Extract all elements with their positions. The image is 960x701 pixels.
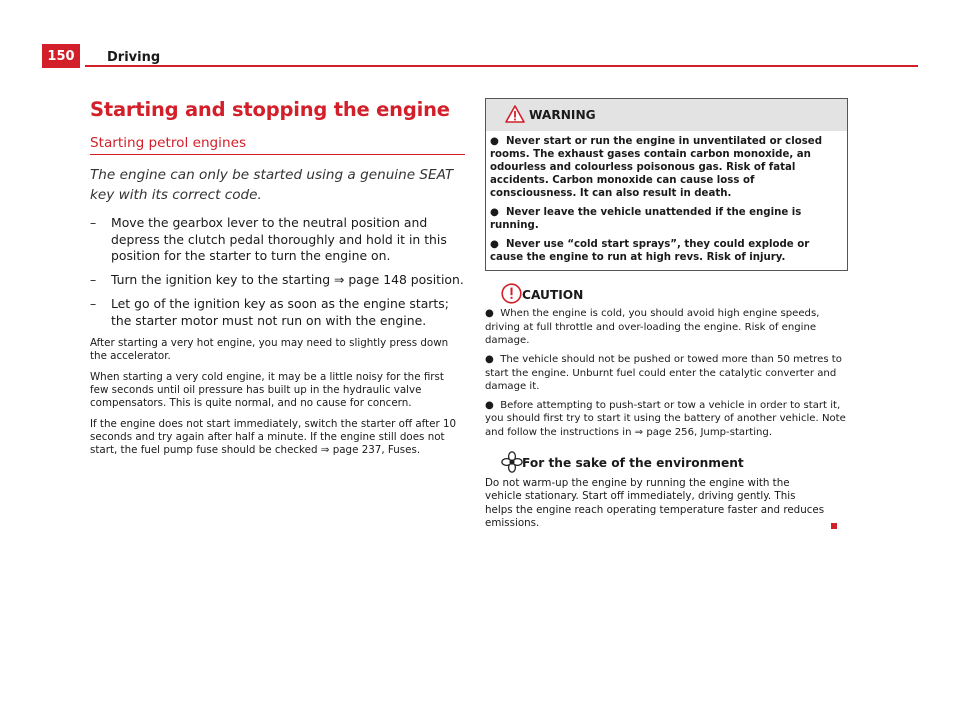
warning-header [486,99,847,131]
caution-text: The vehicle should not be pushed or towed more than 50 metres to start the engine. Unburnt fuel could enter the catalytic converter and damage it. [485,354,842,392]
warning-body [486,131,847,270]
caution-exclamation-icon [501,283,522,304]
left-column [90,98,465,464]
right-column [485,98,848,537]
warning-item [490,206,841,232]
body-paragraph: When starting a very cold engine, it may be a little noisy for the first few seconds until oil pressure has built up in the hydraulic valve compensators. This is quite normal, and no cause for concern. [90,370,444,410]
dash-marker: – [90,215,97,230]
step-item [90,272,465,289]
warning-box [485,98,848,271]
caution-text: When the engine is cold, you should avoid high engine speeds, driving at full throttle and over-loading the engine. Risk of engine damage. [485,308,820,346]
warning-triangle-icon [505,105,525,123]
caution-item [485,353,848,393]
body-paragraph: After starting a very hot engine, you may need to slightly press down the accelerator. [90,337,449,363]
body-paragraph: If the engine does not start immediately, switch the starter off after 10 seconds and try again after half a minute. If the engine still does not start, the fuel pump fuse should be checked ⇒ page 237, Fuses. [90,417,457,457]
bullet-marker: ● [490,239,499,251]
dash-marker: – [90,296,97,312]
warning-text: Never start or run the engine in unventilated or closed rooms. The exhaust gases contain carbon monoxide, an odourless and colourless poisonous gas. Risk of fatal accidents. Carbon monoxide can cause loss of consciousness. It can also result in death. [490,136,822,199]
caution-header [485,283,848,307]
page-title: Starting and stopping the engine [90,98,450,121]
step-item [90,215,465,265]
caution-text: Before attempting to push-start or tow a vehicle in order to start it, you should first try to start it using the battery of another vehicle. Note and follow the instructions in ⇒ page 256, Jump-starting. [485,400,846,438]
bullet-marker: ● [490,136,499,147]
bullet-marker: ● [485,400,494,412]
environment-label: For the sake of the environment [522,456,744,471]
section-title: Driving [107,50,161,65]
step-item [90,296,465,329]
dash-marker: – [90,272,97,288]
warning-item [490,238,841,264]
step-text: Turn the ignition key to the starting ⇒ page 148 position. [111,272,464,288]
page-number: 150 [42,44,80,68]
intro-text: The engine can only be started using a genuine SEAT key with its correct code. [90,167,454,203]
caution-item [485,307,848,347]
subsection-rule [90,154,465,155]
flower-environment-icon [501,451,523,473]
step-text: Move the gearbox lever to the neutral position and depress the clutch pedal thoroughly and hold it in this position for the starter to turn the engine on. [111,215,447,264]
end-of-section-marker [831,523,837,529]
step-text: Let go of the ignition key as soon as the engine starts; the starter motor must not run on with the engine. [111,296,449,328]
bullet-marker: ● [490,207,499,219]
environment-section [485,451,848,530]
bullet-marker: ● [485,354,494,366]
subsection-title: Starting petrol engines [90,135,247,151]
caution-section [485,283,848,439]
warning-text: Never use “cold start sprays”, they could explode or cause the engine to run at high revs. Risk of injury. [490,239,810,264]
header-rule [85,65,918,67]
environment-text: Do not warm-up the engine by running the engine with the vehicle stationary. Start off immediately, driving gently. This helps the engine reach operating temperature faster and reduces emissions. [485,477,825,529]
caution-item [485,399,848,439]
caution-label: CAUTION [522,288,584,303]
warning-item [490,135,841,200]
environment-header [485,451,848,475]
step-list [90,215,465,330]
bullet-marker: ● [485,308,494,320]
warning-label: WARNING [529,108,596,122]
warning-text: Never leave the vehicle unattended if the engine is running. [490,207,802,232]
